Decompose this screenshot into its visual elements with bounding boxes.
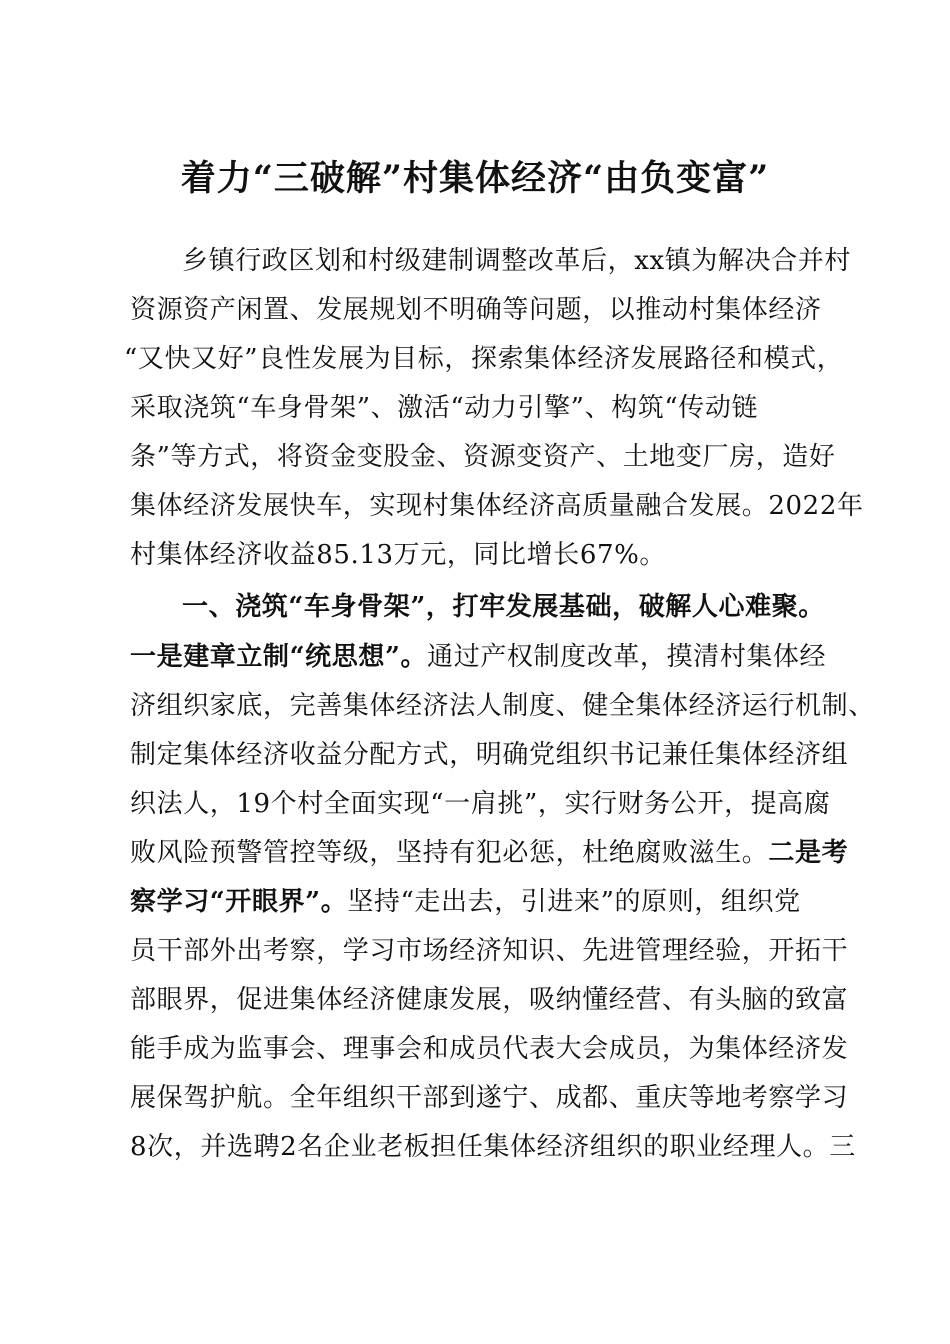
section-1-heading: 一、浇筑“车身骨架”，打牢发展基础，破解人心难聚。: [182, 592, 825, 622]
section-1-line-6: [130, 882, 801, 922]
section-1-line-10: 展保驾护航。全年组织干部到遂宁、成都、重庆等地考察学习: [130, 1083, 849, 1113]
section-1-line-7: 员干部外出考察，学习市场经济知识、先进管理经验，开拓干: [130, 936, 849, 966]
document-title: 着力“三破解”村集体经济“由负变富”: [180, 158, 770, 199]
intro-line-3: “又快又好”良性发展为目标，探索集体经济发展路径和模式，: [124, 344, 844, 374]
section-1-line-3: 制定集体经济收益分配方式，明确党组织书记兼任集体经济组: [130, 740, 849, 770]
intro-line-1: 乡镇行政区划和村级建制调整改革后，xx镇为解决合并村: [182, 246, 851, 276]
section-1-line-2: 济组织家底，完善集体经济法人制度、健全集体经济运行机制、: [130, 691, 875, 721]
section-1-line-9: 能手成为监事会、理事会和成员代表大会成员，为集体经济发: [130, 1034, 849, 1064]
section-1-line-1: [130, 637, 826, 677]
intro-line-4: 采取浇筑“车身骨架”、激活“动力引擎”、构筑“传动链: [130, 393, 759, 423]
point-1-text-end: 败风险预警管控等级，坚持有犯必惩，杜绝腐败滋生。: [130, 838, 769, 868]
intro-line-5: 条”等方式，将资金变股金、资源变资产、土地变厂房，造好: [130, 442, 836, 472]
section-1-line-11: 8次，并选聘2名企业老板担任集体经济组织的职业经理人。三: [130, 1132, 856, 1162]
section-1-line-8: 部眼界，促进集体经济健康发展，吸纳懂经营、有头脑的致富: [130, 985, 849, 1015]
point-1-text: 通过产权制度改革，摸清村集体经: [427, 642, 827, 672]
point-1-heading: 一是建章立制“统思想”。: [130, 642, 428, 672]
point-2-text: 坚持“走出去，引进来”的原则，组织党: [347, 887, 801, 917]
section-1-line-4: 织法人，19个村全面实现“一肩挑”，实行财务公开，提高腐: [130, 789, 831, 819]
section-1-line-5: [130, 833, 848, 873]
intro-line-6: 集体经济发展快车，实现村集体经济高质量融合发展。2022年: [130, 491, 864, 521]
point-2-heading-start: 二是考: [768, 838, 849, 868]
point-2-heading-end: 察学习“开眼界”。: [130, 887, 348, 917]
intro-line-7: 村集体经济收益85.13万元，同比增长67%。: [130, 540, 667, 570]
intro-line-2: 资源资产闲置、发展规划不明确等问题，以推动村集体经济: [130, 295, 822, 325]
